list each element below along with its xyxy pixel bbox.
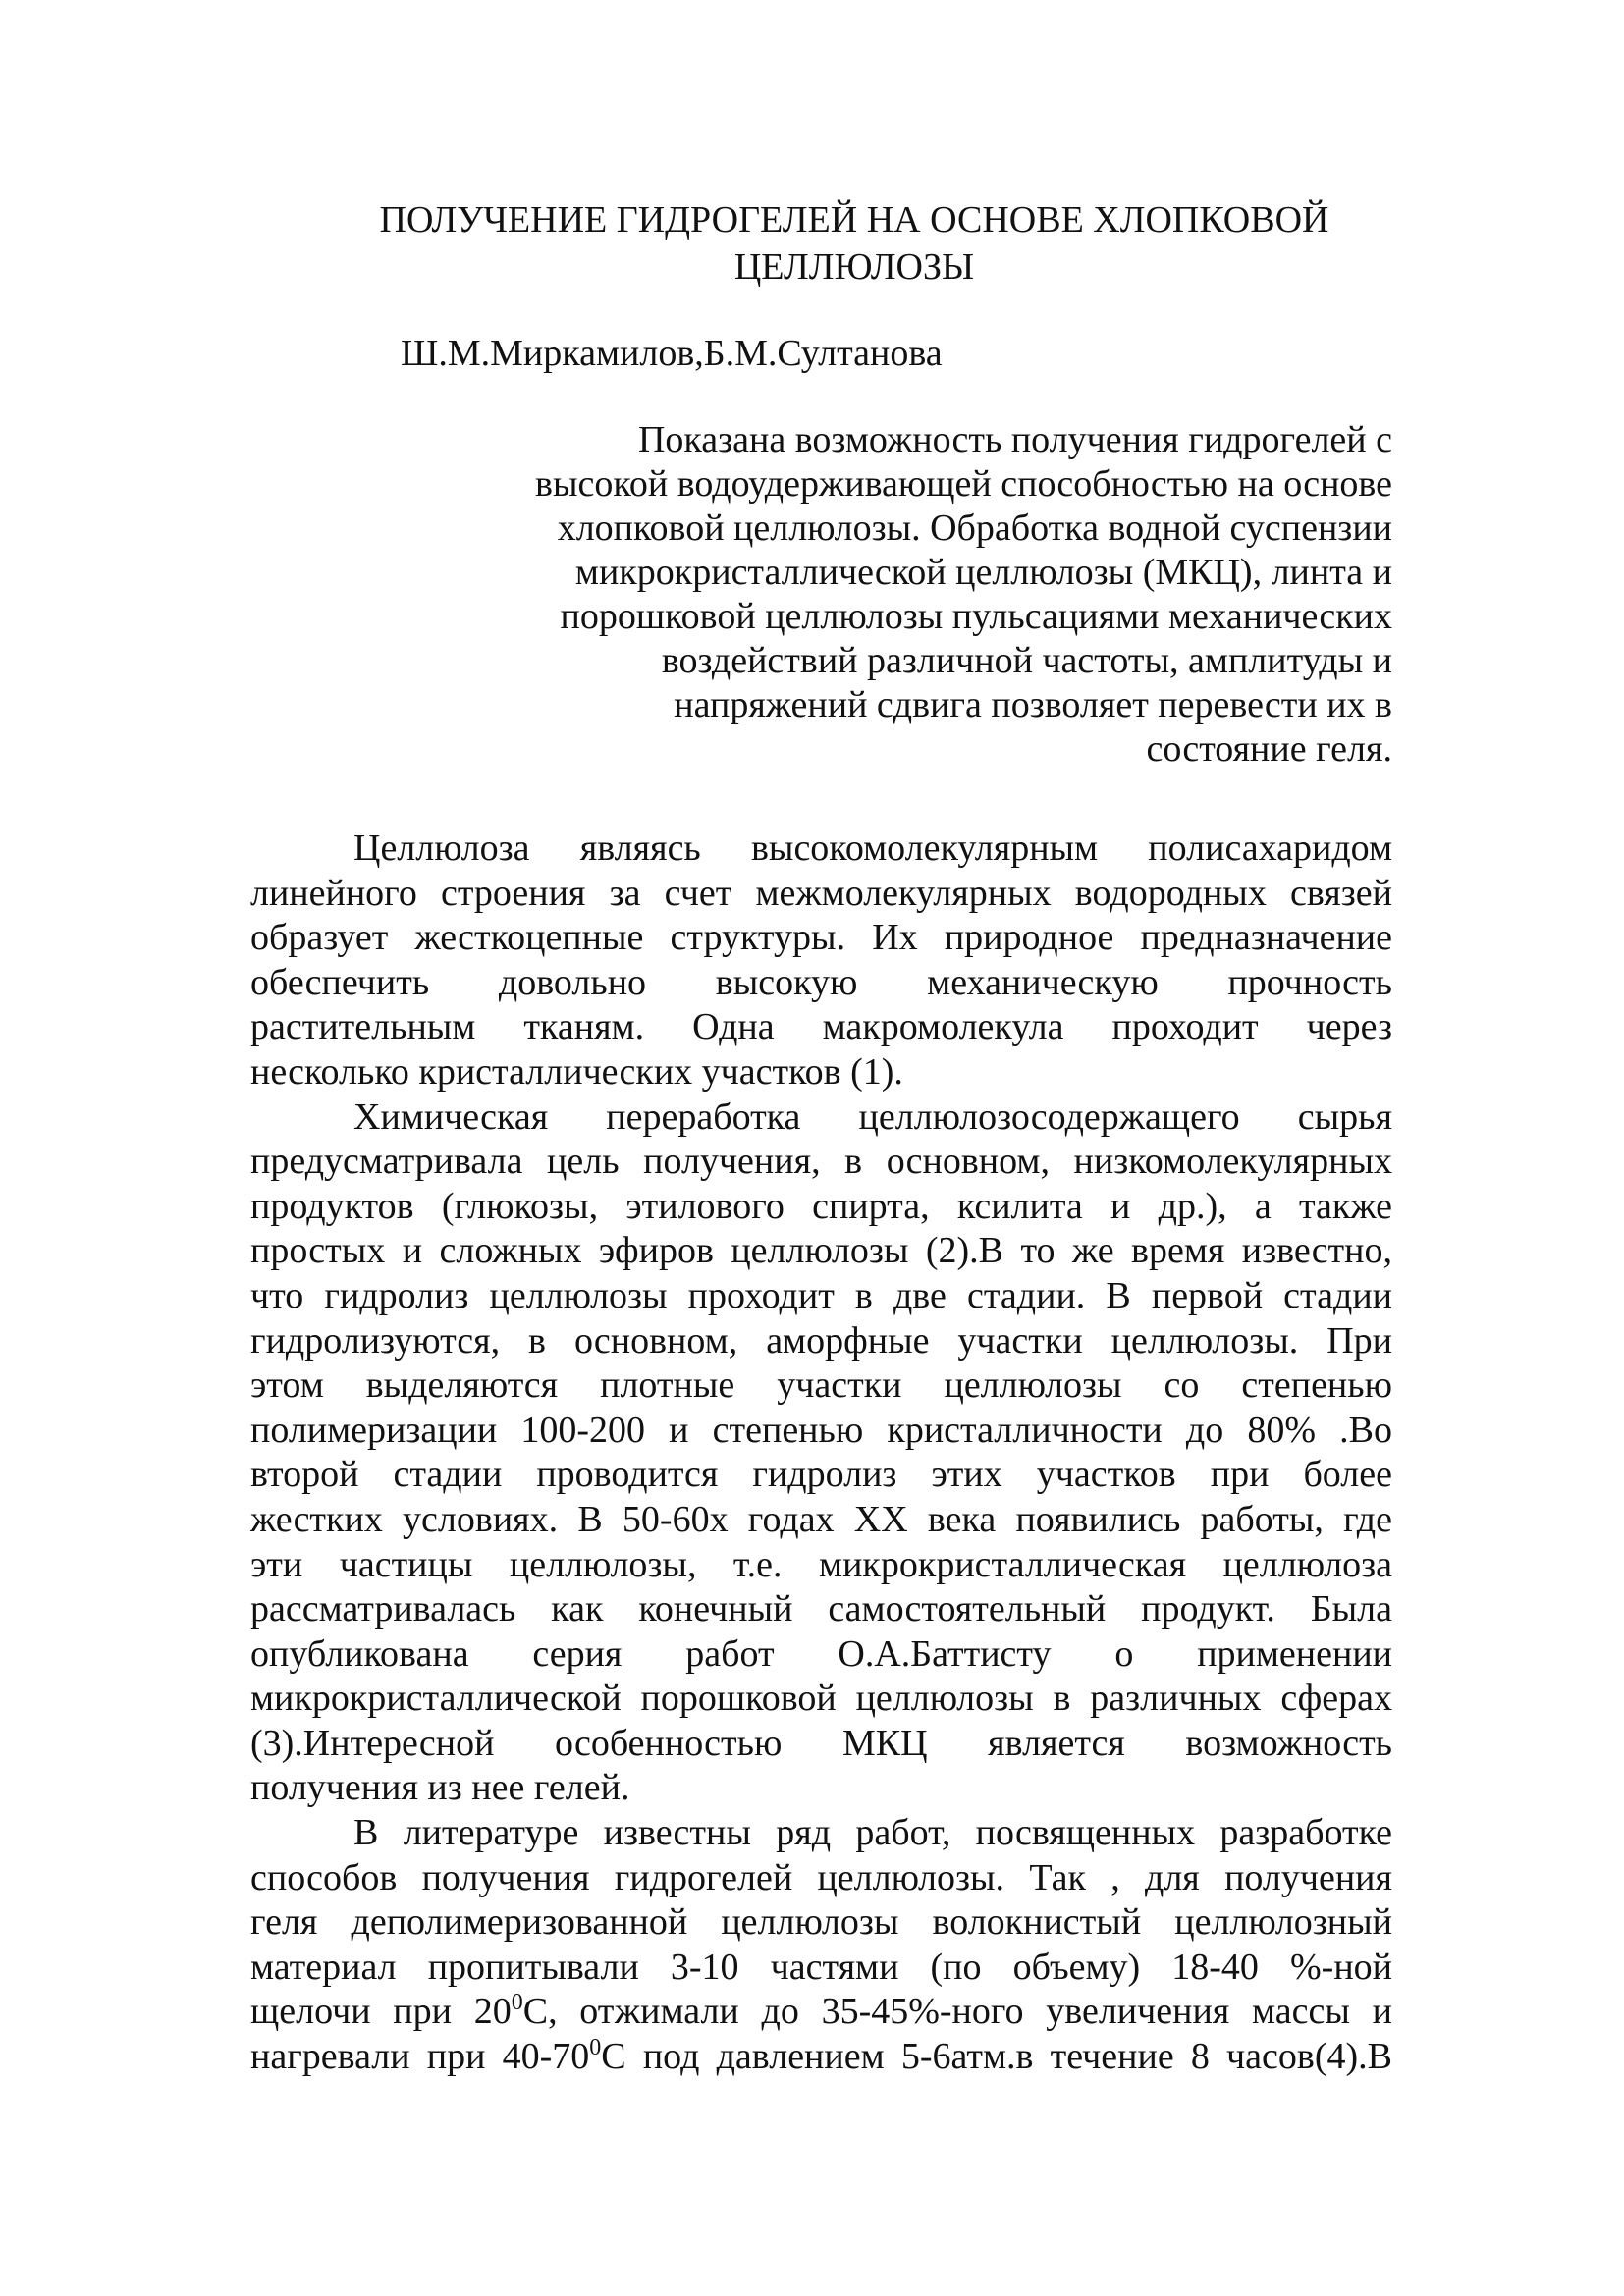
body-line: материал пропитывали 3-10 частями (по объему) 18-40 %-ной (250, 1946, 1392, 1988)
body-line: Химическая переработка целлюлозосодержащего сырья (353, 1095, 1392, 1138)
title-line-1: ПОЛУЧЕНИЕ ГИДРОГЕЛЕЙ НА ОСНОВЕ ХЛОПКОВОЙ (379, 199, 1329, 240)
paper-title (255, 196, 1453, 291)
body-line: несколько кристаллических участков (1). (250, 1050, 903, 1093)
body-line: образует жесткоцепные структуры. Их природное предназначение (250, 917, 1392, 959)
body-line: линейного строения за счет межмолекулярных водородных связей (250, 872, 1392, 914)
abstract-line: напряжений сдвига позволяет перевести их в (674, 684, 1392, 725)
abstract-line: воздействий различной частоты, амплитуды и (661, 640, 1392, 681)
body-line: опубликована серия работ О.А.Баттисту о применении (250, 1632, 1392, 1675)
body-line: эти частицы целлюлозы, т.е. микрокристаллическая целлюлоза (250, 1543, 1392, 1585)
superscript: 0 (511, 1990, 523, 2016)
body-line: рассматривалась как конечный самостоятельный продукт. Была (250, 1588, 1392, 1630)
authors: Ш.М.Миркамилов,Б.М.Султанова (401, 333, 943, 374)
text-segment: С под давлением 5-6атм.в течение 8 часов(4).В (601, 2036, 1392, 2078)
body-line: В литературе известны ряд работ, посвященных разработке (353, 1812, 1392, 1854)
body-line: жестких условиях. В 50-60х годах XX века появились работы, где (250, 1498, 1392, 1540)
abstract-line: хлопковой целлюлозы. Обработка водной суспензии (557, 507, 1392, 549)
abstract (479, 418, 1392, 772)
title-line-2: ЦЕЛЛЮЛОЗЫ (733, 246, 975, 288)
text-segment: щелочи при 20 (250, 1991, 512, 2033)
body-line: (3).Интересной особенностью МКЦ является возможность (250, 1722, 1392, 1764)
abstract-line: состояние геля. (1146, 728, 1392, 770)
body-line: полимеризации 100-200 и степенью кристалличности до 80% .Во (250, 1409, 1392, 1451)
body-line: геля деполимеризованной целлюлозы волокнистый целлюлозный (250, 1901, 1392, 1944)
body-line-with-superscript (250, 1990, 1392, 2035)
abstract-line: высокой водоудерживающей способностью на основе (535, 463, 1392, 505)
abstract-line: порошковой целлюлозы пульсациями механических (560, 596, 1392, 637)
body-line: растительным тканям. Одна макромолекула проходит через (250, 1006, 1392, 1048)
body-line: продуктов (глюкозы, этилового спирта, ксилита и др.), а также (250, 1185, 1392, 1227)
body-line: Целлюлоза являясь высокомолекулярным полисахаридом (353, 828, 1392, 869)
body-line-with-superscript (250, 2035, 1392, 2080)
body-text (250, 827, 1392, 2080)
text-segment: нагревали при 40-70 (250, 2036, 590, 2078)
superscript: 0 (589, 2035, 602, 2061)
body-line: второй стадии проводится гидролиз этих участков при более (250, 1454, 1392, 1496)
body-line: предусматривала цель получения, в основном, низкомолекулярных (250, 1141, 1392, 1183)
body-line: обеспечить довольно высокую механическую прочность (250, 961, 1392, 1003)
body-line: гидролизуются, в основном, аморфные участки целлюлозы. При (250, 1319, 1392, 1362)
body-line: простых и сложных эфиров целлюлозы (2).В то же время известно, (250, 1230, 1392, 1272)
abstract-line: Показана возможность получения гидрогелей с (637, 419, 1392, 460)
body-line: что гидролиз целлюлозы проходит в две стадии. В первой стадии (250, 1274, 1392, 1316)
abstract-line: микрокристаллической целлюлозы (МКЦ), линта и (574, 552, 1392, 593)
body-line: способов получения гидрогелей целлюлозы. Так , для получения (250, 1856, 1392, 1898)
body-line: этом выделяются плотные участки целлюлозы со степенью (250, 1364, 1392, 1407)
text-segment: С, отжимали до 35-45%-ного увеличения массы и (522, 1991, 1392, 2033)
body-line: микрокристаллической порошковой целлюлозы в различных сферах (250, 1678, 1392, 1720)
body-line: получения из нее гелей. (250, 1767, 630, 1809)
